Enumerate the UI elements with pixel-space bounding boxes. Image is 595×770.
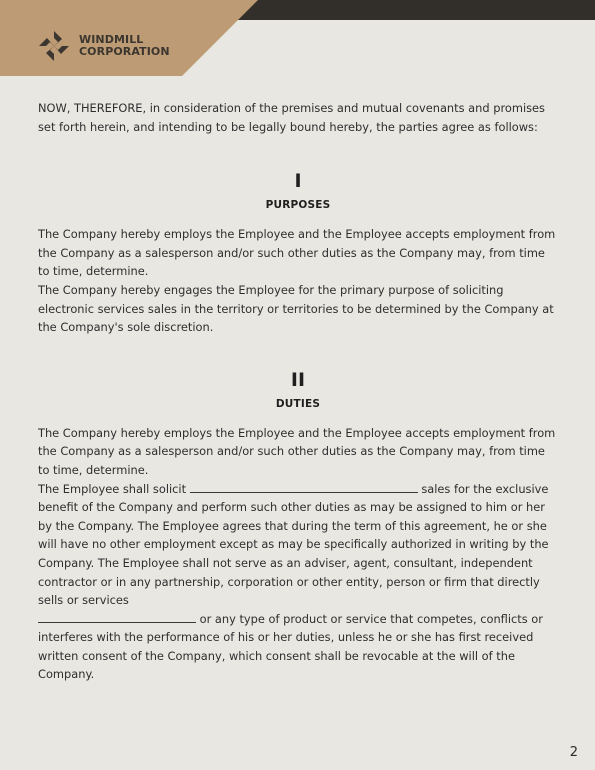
fill-in-blank[interactable] [38,611,196,623]
company-name [79,34,170,58]
section-paragraph [38,480,558,685]
windmill-logo-icon [37,29,71,63]
section-title: PURPOSES [265,199,331,212]
duties-text-middle: sales for the exclusive benefit of the Company and perform such other duties as may be assigned to him or her by the Company. The Employee agrees that during the term of this agreement, he or she will have no other employment except as may be specifically authorized in writing by the Company. The Employee shall not serve as an adviser, agent, consultant, independent contractor or in any partnership, corporation or other entity, person or firm that directly sells or services [38,481,549,608]
section-paragraph: The Company hereby engages the Employee for the primary purpose of soliciting electronic services sales in the territory or territories to be determined by the Company at the Company's sole discretion. [38,282,554,335]
section-numeral: II [290,368,306,391]
section-numeral: I [294,170,302,193]
company-logo [37,29,170,63]
section-paragraph: The Company hereby employs the Employee and the Employee accepts employment from the Company as a salesperson and/or such other duties as the Company may, from time to time, determine. [38,227,556,279]
duties-text-start: The Employee shall solicit [38,481,187,496]
document-body [38,99,558,684]
duties-text-end: or any type of product or service that competes, conflicts or interferes with the performance of his or her duties, unless he or she has first received written consent of the Company, which consent shall be revocable at the will of the Company. [38,611,543,682]
section-title: DUTIES [275,397,321,410]
page-number: 2 [569,745,578,760]
company-name-line1: WINDMILL [79,33,144,46]
intro-paragraph: NOW, THEREFORE, in consideration of the premises and mutual covenants and promises set forth herein, and intending to be legally bound hereby, the parties agree as follows: [38,101,545,134]
fill-in-blank[interactable] [190,481,418,493]
section-paragraph: The Company hereby employs the Employee and the Employee accepts employment from the Company as a salesperson and/or such other duties as the Company may, from time to time, determine. [38,425,556,477]
company-name-line2: CORPORATION [79,45,170,58]
